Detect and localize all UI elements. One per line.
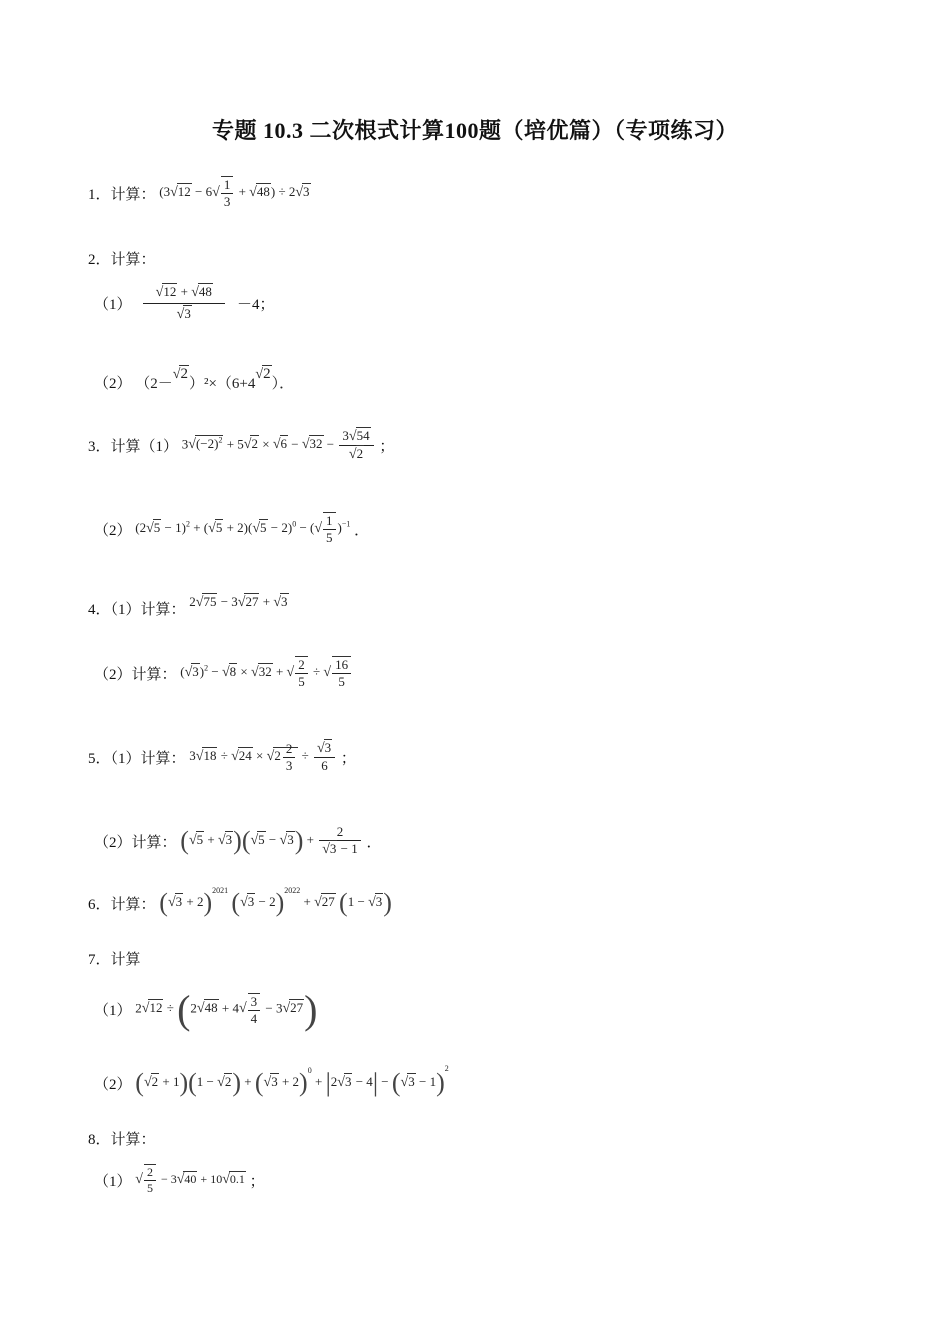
question-4-1	[88, 594, 289, 619]
expression-tail: ．	[366, 834, 382, 851]
question-label: （1）	[94, 1173, 132, 1190]
question-2-1	[94, 284, 275, 323]
question-7-1	[94, 986, 318, 1033]
question-label: 5．（1）计算：	[88, 750, 186, 767]
question-8: 8．计算：	[88, 1132, 156, 1148]
question-label: 3．计算（1）	[88, 439, 179, 455]
question-label: （1）	[94, 297, 132, 313]
question-2-2	[94, 366, 295, 393]
question-5-2	[94, 824, 382, 858]
question-3-1	[88, 428, 394, 463]
math-expression: √ $\frac{2}{5}$ − 3√40 + 10√0.1	[135, 1165, 245, 1195]
question-7-2	[94, 1063, 449, 1098]
math-expression: $(√3)^2 - √8 \times √32$ + √ $\frac{2}{5}$ ÷ √ $\frac{16}{5}$	[180, 656, 353, 690]
question-2: 2．计算：	[88, 252, 156, 268]
page-title: 专题 10.3 二次根式计算100题（培优篇）（专项练习）	[211, 118, 738, 143]
expression-tail: ；	[379, 439, 395, 455]
expression-tail: ；	[340, 750, 356, 767]
question-6	[88, 885, 392, 918]
expression-tail: －4；	[237, 297, 275, 313]
expression-tail: ；	[249, 1173, 265, 1190]
math-expression: (√5 + √3)(√5 − √3) + $\frac{2}{√3 - 1}$	[180, 824, 362, 858]
math-expression: （2－√2）²×（6+4√2）．	[135, 366, 295, 392]
question-label: 1．计算：	[88, 186, 156, 203]
question-label: （2）	[94, 376, 132, 392]
question-label: （2）	[94, 1076, 132, 1093]
question-7: 7．计算	[88, 952, 141, 968]
math-expression: $(2√5 - 1)^2 + (√5 + 2)(√5 - 2)^0$ − (√ $\frac{1}{5}$ )$^{-1}$	[135, 513, 351, 545]
question-label: （1）	[94, 1003, 132, 1019]
question-1	[88, 176, 311, 210]
question-3-2	[94, 512, 369, 546]
math-expression: 2√12 ÷ (2√48 + 4√ $\frac{3}{4}$ − 3√27)	[135, 987, 318, 1032]
question-label: 4．（1）计算：	[88, 602, 186, 618]
question-label: （2）计算：	[94, 666, 177, 683]
math-expression: $(√2 + 1)(1 - √2) + (√3 + 2)^0 + |2√3 - 4| - (√3 - 1)^2$	[135, 1063, 449, 1097]
question-label: 6．计算：	[88, 896, 156, 913]
expression-tail: ．	[354, 522, 370, 539]
math-expression: $(√3 + 2)^{2021}$ $(√3 - 2)^{2022} + √27$ (1 − √3)	[159, 885, 392, 917]
question-8-1	[94, 1164, 265, 1196]
question-4-2	[94, 656, 353, 690]
math-expression: 3√18 ÷ √24 × √2 $\frac{2}{3}$ ÷ $\frac{√3}{6}$	[189, 740, 337, 774]
math-expression: $3√(-2)^2 + 5√2 \times √6 - √32$ − $\frac{3√54}{√2}$	[182, 428, 376, 463]
question-label: （2）计算：	[94, 834, 177, 851]
math-expression: (3√12 − 6√ $\frac{1}{3}$ + √48) ÷ 2√3	[159, 177, 310, 209]
math-expression: $\frac{√12 + √48}{√3}$	[135, 284, 233, 323]
question-label: （2）	[94, 522, 132, 539]
math-expression: 2√75 − 3√27 + √3	[189, 594, 288, 610]
question-5-1	[88, 740, 356, 774]
